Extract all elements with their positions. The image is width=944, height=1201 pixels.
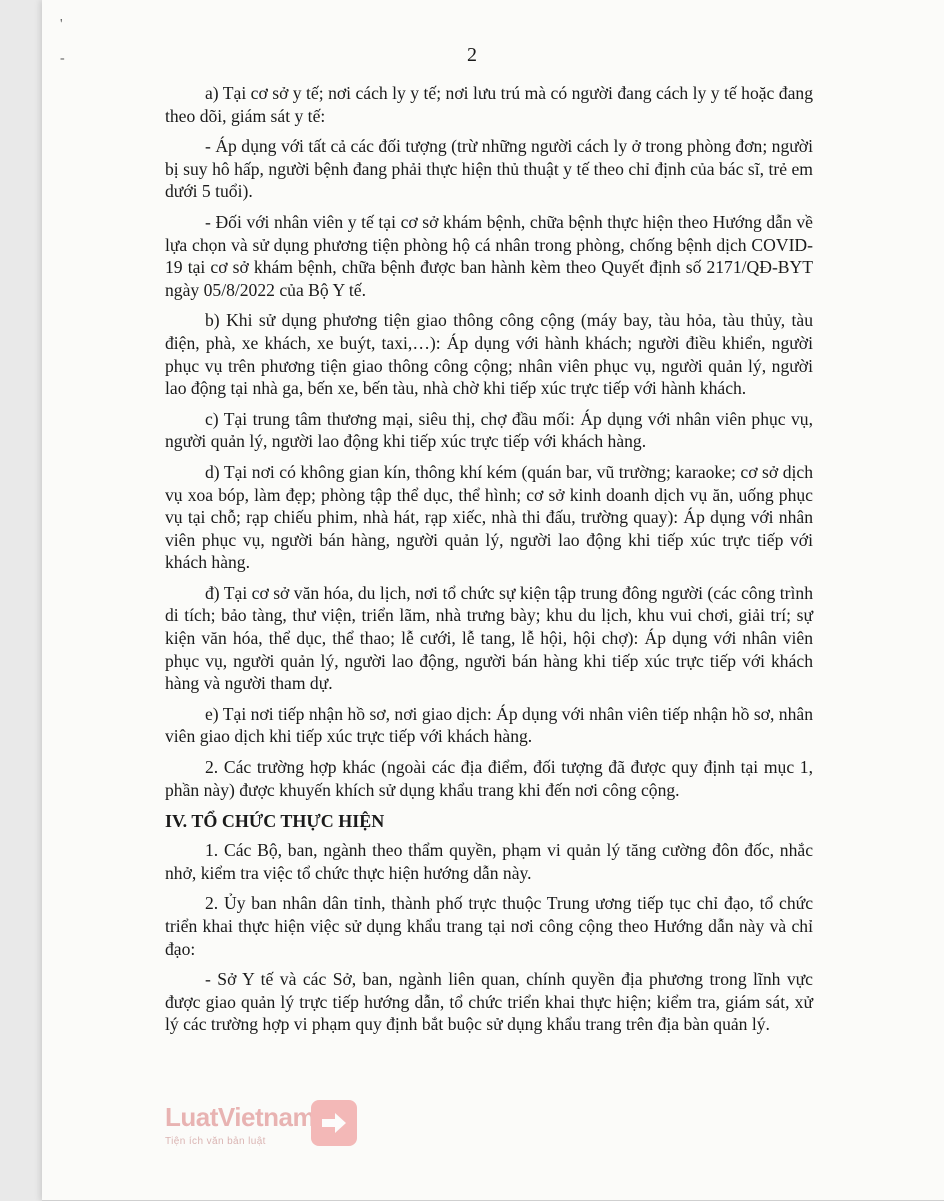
paragraph-d: d) Tại nơi có không gian kín, thông khí kém (quán bar, vũ trường; karaoke; cơ sở dịch vụ xoa bóp, làm đẹp; phòng tập thể dục, thể hình; cơ sở kinh doanh dịch vụ ăn, uống phục vụ tại chỗ; rạp chiếu phim, nhà hát, rạp xiếc, nhà thi đấu, trường quay): Áp dụng với nhân viên phục vụ, người bán hàng, người quản lý, người lao động khi tiếp xúc trực tiếp với khách hàng. (165, 461, 813, 573)
edge-mark: ' (60, 17, 63, 32)
watermark-brand: LuatVietnam (165, 1102, 316, 1132)
paragraph-b: b) Khi sử dụng phương tiện giao thông công cộng (máy bay, tàu hỏa, tàu thủy, tàu điện, phà, xe khách, xe buýt, taxi,…): Áp dụng với hành khách; người điều khiển, người phục vụ trên phương tiện giao thông công cộng; nhân viên phục vụ, người quản lý, người lao động tại nhà ga, bến xe, bến tàu, nhà chờ khi tiếp xúc trực tiếp với hành khách. (165, 310, 813, 399)
watermark-tagline: Tiện ích văn bản luật (165, 1136, 266, 1147)
paragraph-a-intro: a) Tại cơ sở y tế; nơi cách ly y tế; nơi lưu trú mà có người đang cách ly y tế hoặc đang theo dõi, giám sát y tế: (165, 83, 813, 126)
paragraph-c: c) Tại trung tâm thương mại, siêu thị, chợ đầu mối: Áp dụng với nhân viên phục vụ, người quản lý, người lao động khi tiếp xúc trực tiếp với khách hàng. (165, 408, 813, 452)
section-paragraph-1: 1. Các Bộ, ban, ngành theo thẩm quyền, phạm vi quản lý tăng cường đôn đốc, nhắc nhở, kiểm tra việc tổ chức thực hiện hướng dẫn này. (165, 840, 813, 883)
paragraph-item-2: 2. Các trường hợp khác (ngoài các địa điểm, đối tượng đã được quy định tại mục 1, phần này) được khuyến khích sử dụng khẩu trang khi đến nơi công cộng. (165, 757, 813, 800)
watermark-logo (165, 1100, 365, 1158)
paragraph-e: e) Tại nơi tiếp nhận hồ sơ, nơi giao dịch: Áp dụng với nhân viên tiếp nhận hồ sơ, nhân viên giao dịch khi tiếp xúc trực tiếp với khách hàng. (165, 703, 813, 747)
section-paragraph-3: - Sở Y tế và các Sở, ban, ngành liên quan, chính quyền địa phương trong lĩnh vực được giao quản lý trực tiếp hướng dẫn, tổ chức triển khai thực hiện; kiểm tra, giám sát, xử lý các trường hợp vi phạm quy định bắt buộc sử dụng khẩu trang trên địa bàn quản lý. (165, 969, 813, 1035)
paragraph-a-bullet-2: - Đối với nhân viên y tế tại cơ sở khám bệnh, chữa bệnh thực hiện theo Hướng dẫn về lựa chọn và sử dụng phương tiện phòng hộ cá nhân trong phòng, chống bệnh dịch COVID-19 tại cơ sở khám bệnh, chữa bệnh được ban hành kèm theo Quyết định số 2171/QĐ-BYT ngày 05/8/2022 của Bộ Y tế. (165, 211, 813, 300)
page-number: 2 (467, 44, 477, 66)
paragraph-a-bullet-1: - Áp dụng với tất cả các đối tượng (trừ những người cách ly ở trong phòng đơn; người bị suy hô hấp, người bệnh đang phải thực hiện thủ thuật y tế theo chỉ định của bác sĩ, trẻ em dưới 5 tuổi). (165, 136, 813, 202)
edge-mark: - (60, 51, 65, 66)
section-heading: IV. TỔ CHỨC THỰC HIỆN (165, 811, 385, 832)
document-body (165, 82, 813, 1044)
paragraph-dd: đ) Tại cơ sở văn hóa, du lịch, nơi tổ chức sự kiện tập trung đông người (các công trình di tích; bảo tàng, thư viện, triển lãm, nhà trưng bày; khu du lịch, khu vui chơi, giải trí; sự kiện văn hóa, thể dục, thể thao; lễ cưới, lễ tang, lễ hội, hội chợ): Áp dụng với nhân viên phục vụ, người quản lý, người lao động, người bán hàng khi tiếp xúc trực tiếp với khách hàng và người tham dự. (165, 582, 813, 694)
arrow-right-icon (311, 1100, 357, 1146)
section-paragraph-2: 2. Ủy ban nhân dân tỉnh, thành phố trực thuộc Trung ương tiếp tục chỉ đạo, tổ chức triển khai thực hiện việc sử dụng khẩu trang tại nơi công cộng theo Hướng dẫn này và chỉ đạo: (165, 893, 813, 959)
